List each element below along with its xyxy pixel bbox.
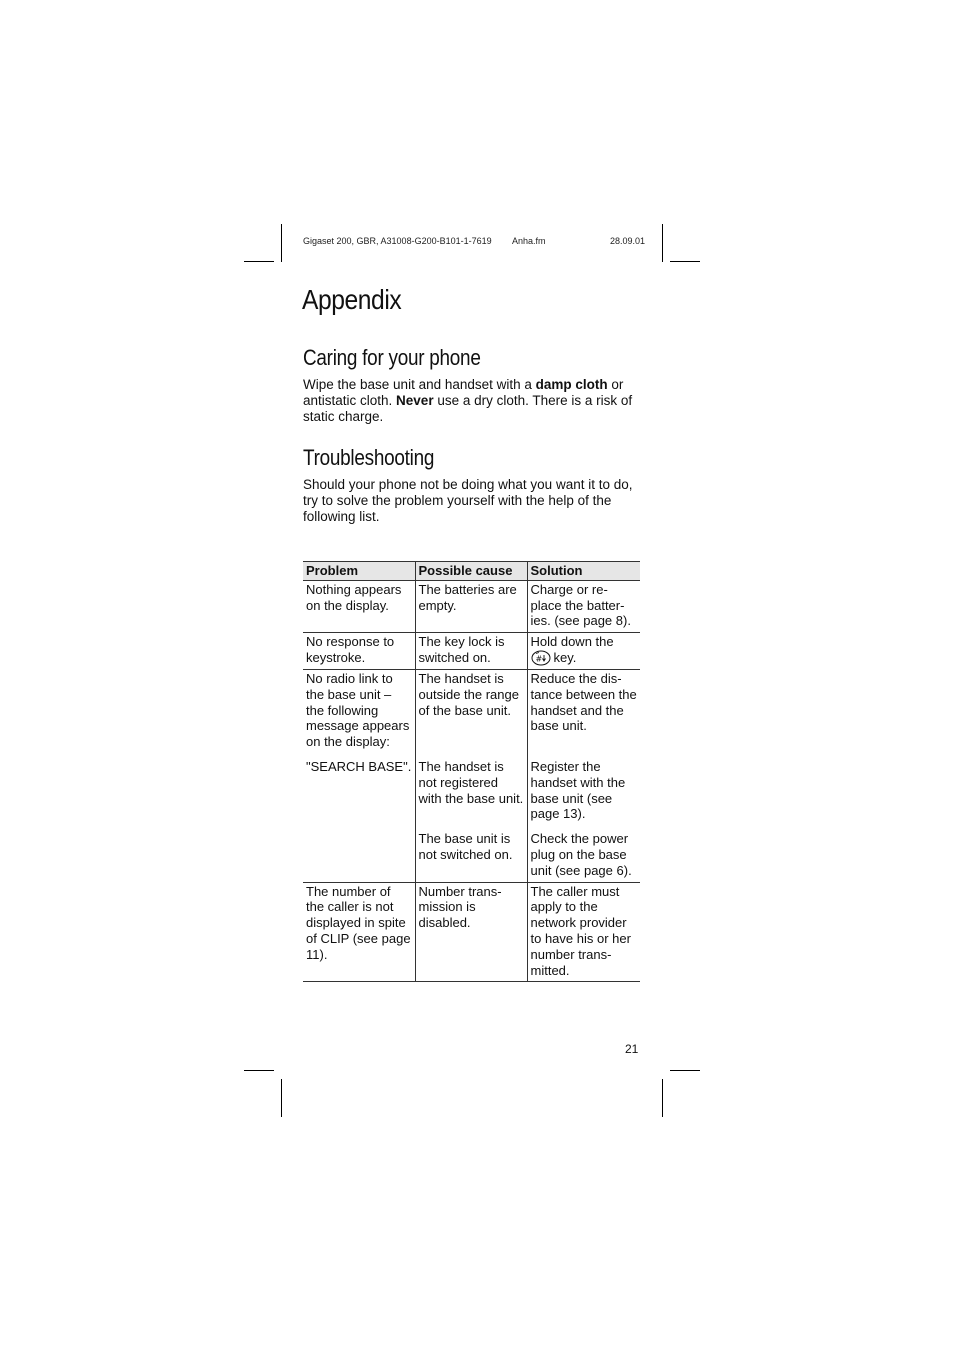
cause-cell: The handset is outside the range of the base unit.: [415, 669, 527, 752]
problem-cell: "SEARCH BASE".: [306, 758, 412, 774]
hash-lock-key-icon: [531, 650, 551, 666]
table-row: [303, 882, 640, 982]
cause-cell: The base unit is not switched on.: [415, 825, 527, 882]
care-bold: Never: [396, 393, 434, 408]
header-file: Anha.fm: [512, 236, 546, 246]
cause-cell: The handset is not registered with the base unit.: [415, 753, 527, 825]
solution-cell: Check the power plug on the base unit (see page 6).: [527, 825, 640, 882]
page-title: Appendix: [302, 284, 402, 315]
table-row: [303, 580, 640, 632]
svg-text:#: #: [535, 654, 542, 664]
page-number: 21: [625, 1042, 639, 1056]
crop-mark: [281, 1079, 282, 1117]
cause-cell: Number trans-mission is disabled.: [415, 882, 527, 982]
solution-cell: Charge or re-place the batter-ies. (see page 8).: [527, 580, 640, 632]
table-row: [303, 753, 640, 825]
solution-cell: Register the handset with the base unit (see page 13).: [527, 753, 640, 825]
table-row: [303, 633, 640, 670]
crop-mark: [244, 261, 274, 262]
care-text: or antistatic cloth.: [303, 377, 624, 408]
care-text: Wipe the base unit and handset with a: [303, 377, 536, 392]
care-paragraph: [303, 377, 643, 425]
troubleshooting-intro: Should your phone not be doing what you want it to do, try to solve the problem yourself with the help of the following list.: [303, 477, 633, 524]
solution-cell: [527, 633, 640, 670]
troubleshooting-heading: Troubleshooting: [303, 445, 435, 470]
column-header: Possible cause: [415, 562, 527, 581]
care-text: use a dry cloth. There is a risk of static charge.: [303, 393, 633, 424]
crop-mark: [670, 1070, 700, 1071]
table-row: [303, 825, 640, 882]
crop-mark: [670, 261, 700, 262]
problem-cell: No response to keystroke.: [303, 633, 415, 670]
solution-text: key.: [553, 649, 577, 665]
crop-mark: [244, 1070, 274, 1071]
care-bold: damp cloth: [535, 377, 608, 392]
cause-cell: The key lock is switched on.: [415, 633, 527, 670]
crop-mark: [281, 224, 282, 262]
problem-cell: The number of the caller is not displayed in spite of CLIP (see page 11).: [303, 882, 415, 982]
header-date: 28.09.01: [610, 236, 646, 246]
troubleshooting-table: [303, 561, 640, 982]
table-header-row: [303, 562, 640, 581]
header-product: Gigaset 200, GBR, A31008-G200-B101-1-7619: [303, 236, 492, 246]
care-heading: Caring for your phone: [303, 345, 481, 370]
problem-cell: Nothing appears on the display.: [303, 580, 415, 632]
solution-text: Hold down the: [530, 634, 614, 650]
table-row: [303, 669, 640, 752]
solution-cell: Reduce the dis-tance between the handset and the base unit.: [527, 669, 640, 752]
column-header: Problem: [303, 562, 415, 581]
column-header: Solution: [527, 562, 640, 581]
crop-mark: [662, 1079, 663, 1117]
cause-cell: The batteries are empty.: [415, 580, 527, 632]
solution-cell: The caller must apply to the network provider to have his or her number trans-mitted.: [527, 882, 640, 982]
problem-cell: [303, 825, 415, 882]
problem-cell: No radio link to the base unit – the following message appears on the display:: [306, 670, 410, 750]
crop-mark: [662, 224, 663, 262]
